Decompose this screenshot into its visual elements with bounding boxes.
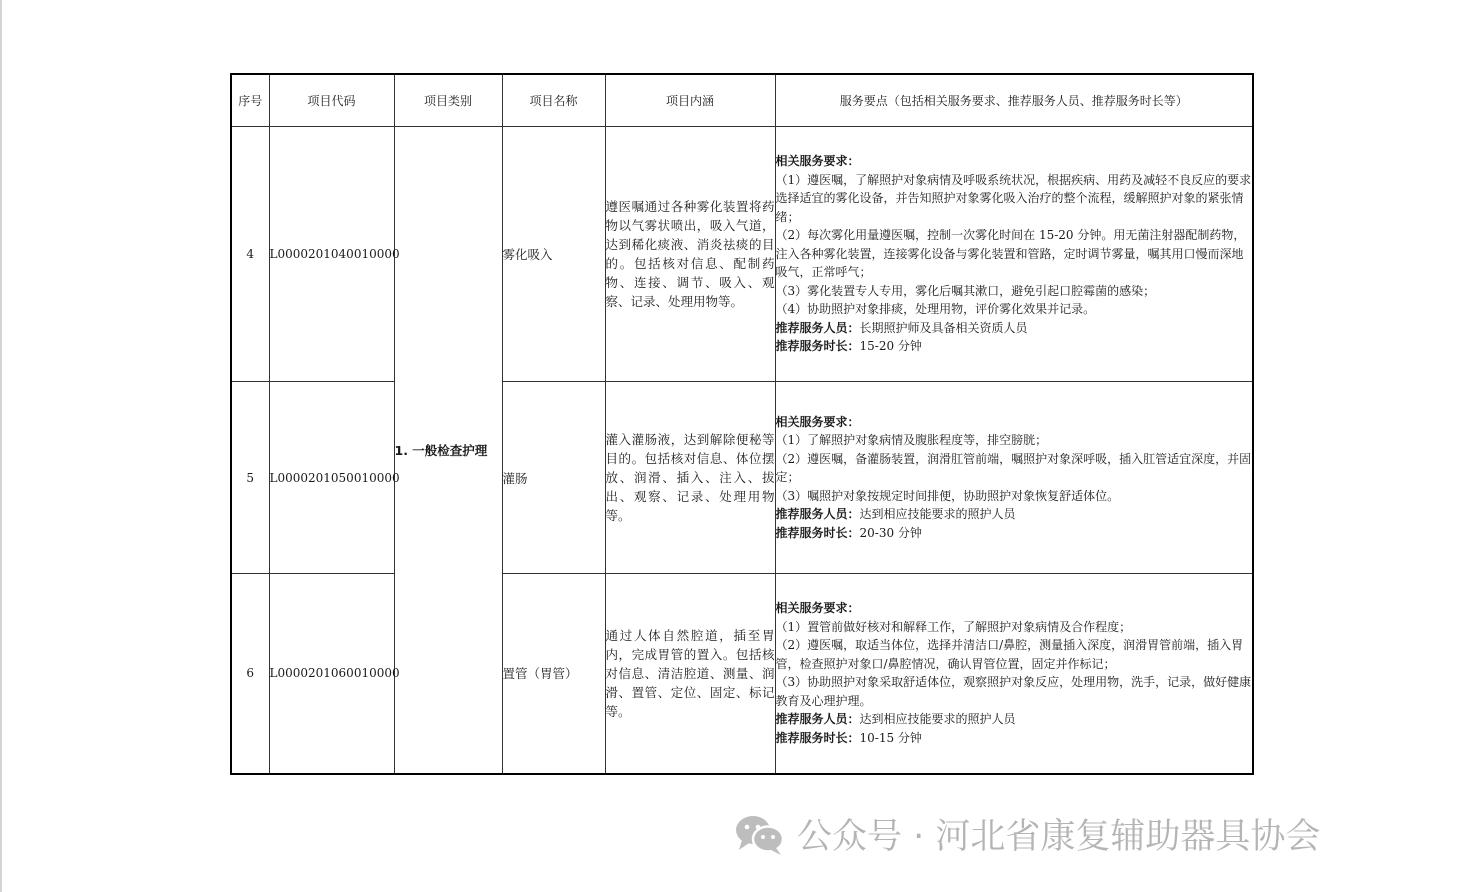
staff-line	[776, 710, 1253, 729]
requirement-item: （3）协助照护对象采取舒适体位，观察照护对象反应，处理用物，洗手，记录，做好健康教育及心理护理。	[775, 675, 1252, 708]
duration-line	[776, 524, 1253, 543]
staff-label: 推荐服务人员：	[775, 712, 860, 727]
table-row	[231, 127, 1253, 382]
row-code: L0000201050010000	[269, 382, 394, 574]
header-code: 项目代码	[269, 74, 394, 127]
row-seq: 5	[231, 382, 269, 574]
page-left-edge	[0, 0, 2, 892]
staff-line	[776, 319, 1253, 338]
requirement-item: （1）了解照护对象病情及腹胀程度等，排空膀胱；	[775, 433, 1048, 448]
header-row	[231, 74, 1253, 127]
row-name: 置管（胃管）	[502, 574, 605, 774]
table-row	[231, 574, 1253, 774]
duration-value: 10-15 分钟	[859, 730, 922, 745]
row-seq: 6	[231, 574, 269, 774]
service-items-table	[230, 73, 1254, 775]
header-name: 项目名称	[502, 74, 605, 127]
row-service-points	[775, 127, 1253, 382]
wechat-icon	[733, 812, 787, 856]
staff-value: 长期照护师及具备相关资质人员	[859, 320, 1028, 335]
row-name: 雾化吸入	[502, 127, 605, 382]
header-category: 项目类别	[394, 74, 502, 127]
row-seq: 4	[231, 127, 269, 382]
row-code: L0000201040010000	[269, 127, 394, 382]
staff-value: 达到相应技能要求的照护人员	[859, 712, 1016, 727]
requirement-item: （3）雾化装置专人专用，雾化后嘱其漱口，避免引起口腔霉菌的感染；	[775, 283, 1156, 298]
requirement-item: （2）遵医嘱，备灌肠装置，润滑肛管前端，嘱照护对象深呼吸，插入肛管适宜深度，并固定；	[775, 451, 1252, 485]
duration-label: 推荐服务时长：	[775, 525, 860, 540]
requirement-item: （2）遵医嘱，取适当体位，选择并清洁口/鼻腔，测量插入深度，润滑胃管前端，插入胃管，检查照护对象口/鼻腔情况，确认胃管位置，固定并作标记；	[775, 638, 1244, 671]
requirements-label: 相关服务要求：	[775, 154, 860, 169]
header-seq: 序号	[231, 74, 269, 127]
requirement-item: （4）协助照护对象排痰，处理用物，评价雾化效果并记录。	[775, 302, 1096, 317]
header-points: 服务要点（包括相关服务要求、推荐服务人员、推荐服务时长等）	[775, 74, 1253, 127]
row-category: 1. 一般检查护理	[394, 127, 502, 774]
row-service-points	[775, 574, 1253, 774]
duration-line	[776, 337, 1253, 356]
duration-value: 15-20 分钟	[859, 339, 922, 354]
header-content: 项目内涵	[605, 74, 775, 127]
row-content: 通过人体自然腔道，插至胃内，完成胃管的置入。包括核对信息、清洁腔道、测量、润滑、置管、定位、固定、标记等。	[605, 574, 775, 774]
requirement-item: （1）遵医嘱，了解照护对象病情及呼吸系统状况，根据疾病、用药及减轻不良反应的要求选择适宜的雾化设备，并告知照护对象雾化吸入治疗的整个流程，缓解照护对象的紧张情绪；	[775, 172, 1252, 224]
requirements-label: 相关服务要求：	[775, 601, 860, 616]
staff-value: 达到相应技能要求的照护人员	[859, 507, 1016, 522]
requirement-item: （3）嘱照护对象按规定时间排便，协助照护对象恢复舒适体位。	[775, 488, 1120, 503]
watermark-text: 公众号 · 河北省康复辅助器具协会	[797, 817, 1321, 857]
staff-label: 推荐服务人员：	[775, 320, 860, 335]
row-name: 灌肠	[502, 382, 605, 574]
requirement-item: （2）每次雾化用量遵医嘱，控制一次雾化时间在 15-20 分钟。用无菌注射器配制药物，注入各种雾化装置，连接雾化设备与雾化装置和管路，定时调节雾量，嘱其用口慢而深地吸气，正常呼气；	[775, 228, 1246, 280]
row-code: L0000201060010000	[269, 574, 394, 774]
row-service-points	[775, 382, 1253, 574]
staff-line	[776, 505, 1253, 524]
requirements-label: 相关服务要求：	[775, 414, 860, 429]
row-content: 灌入灌肠液，达到解除便秘等目的。包括核对信息、体位摆放、润滑、插入、注入、拔出、观察、记录、处理用物等。	[605, 382, 775, 574]
duration-label: 推荐服务时长：	[775, 730, 860, 745]
duration-value: 20-30 分钟	[859, 525, 922, 540]
requirement-item: （1）置管前做好核对和解释工作，了解照护对象病情及合作程度；	[775, 619, 1132, 634]
duration-line	[776, 729, 1253, 748]
staff-label: 推荐服务人员：	[775, 507, 860, 522]
duration-label: 推荐服务时长：	[775, 339, 860, 354]
row-content: 遵医嘱通过各种雾化装置将药物以气雾状喷出，吸入气道，达到稀化痰液、消炎祛痰的目的。包括核对信息、配制药物、连接、调节、吸入、观察、记录、处理用物等。	[605, 127, 775, 382]
watermark	[733, 808, 1320, 860]
table-row	[231, 382, 1253, 574]
